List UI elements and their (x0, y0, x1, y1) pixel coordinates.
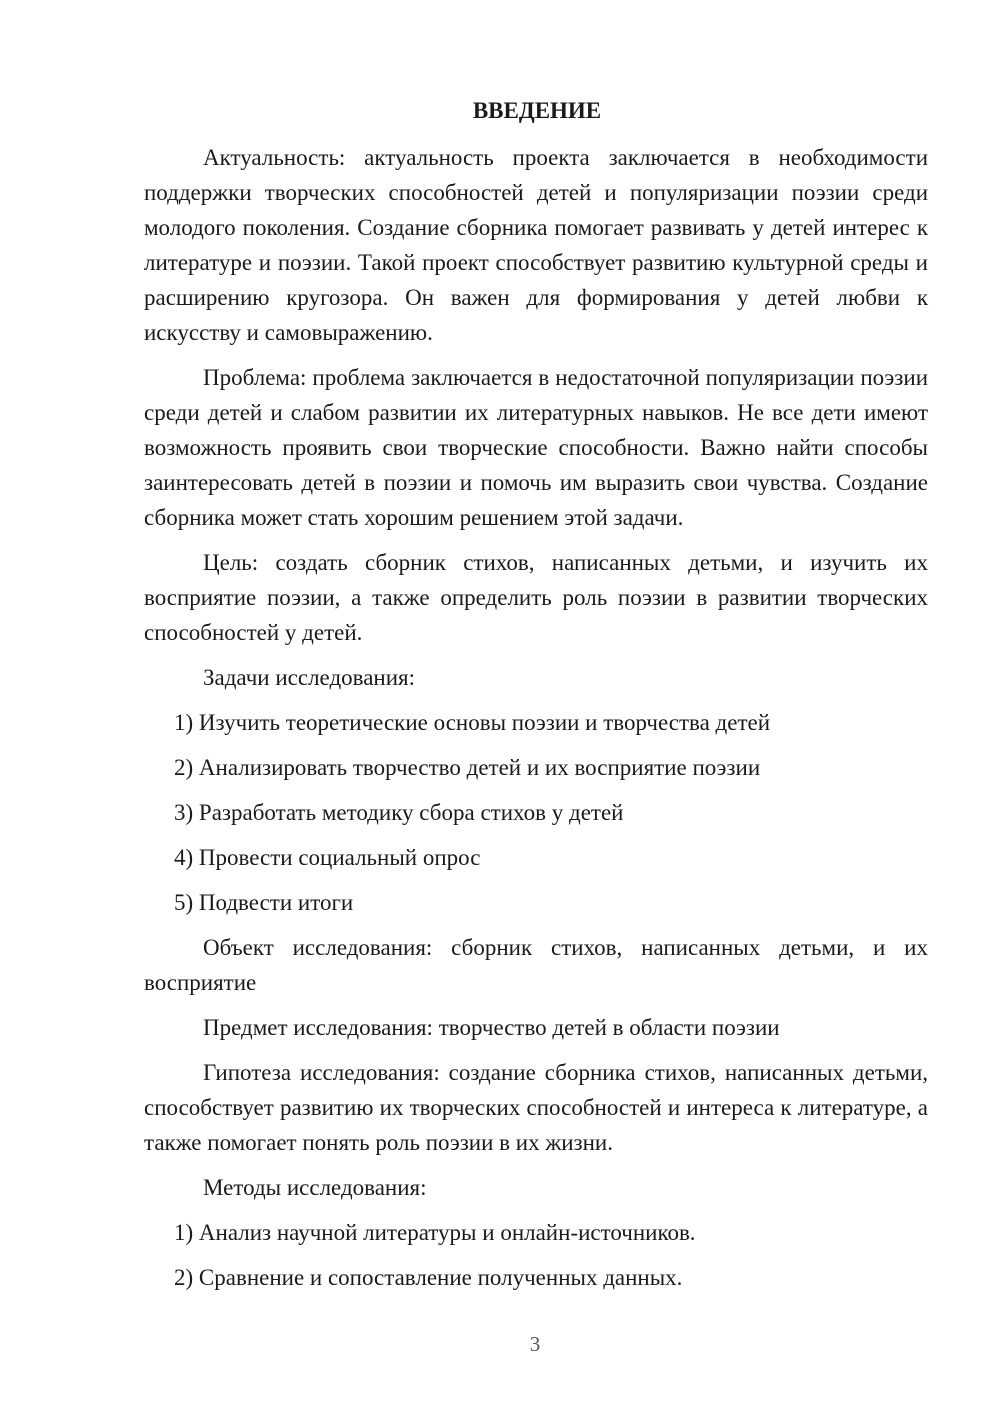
relevance-paragraph: Актуальность: актуальность проекта заключается в необходимости поддержки творческих способностей детей и популяризации поэзии среди молодого поколения. Создание сборника помогает развивать у детей интерес к литературе и поэзии. Такой проект способствует развитию культурной среды и расширению кругозора. Он важен для формирования у детей любви к искусству и самовыражению. (144, 145, 928, 345)
document-body (144, 93, 928, 1305)
method-item: 1) Анализ научной литературы и онлайн-источников. (174, 1220, 696, 1245)
object-paragraph: Объект исследования: сборник стихов, написанных детьми, и их восприятие (144, 935, 928, 995)
task-item: 5) Подвести итоги (174, 890, 354, 915)
task-item: 3) Разработать методику сбора стихов у детей (174, 800, 624, 825)
tasks-heading: Задачи исследования: (203, 665, 416, 690)
goal-paragraph: Цель: создать сборник стихов, написанных детьми, и изучить их восприятие поэзии, а также определить роль поэзии в развитии творческих способностей у детей. (144, 550, 928, 645)
task-item: 2) Анализировать творчество детей и их восприятие поэзии (174, 755, 761, 780)
task-item: 4) Провести социальный опрос (174, 845, 481, 870)
page-number: 3 (529, 1332, 541, 1356)
hypothesis-paragraph: Гипотеза исследования: создание сборника стихов, написанных детьми, способствует развитию их творческих способностей и интереса к литературе, а также помогает понять роль поэзии в их жизни. (144, 1060, 928, 1155)
method-item: 2) Сравнение и сопоставление полученных данных. (174, 1265, 683, 1290)
subject-paragraph: Предмет исследования: творчество детей в области поэзии (203, 1015, 780, 1040)
tasks-list (144, 705, 928, 920)
methods-list (144, 1215, 928, 1295)
task-item: 1) Изучить теоретические основы поэзии и творчества детей (174, 710, 771, 735)
problem-paragraph: Проблема: проблема заключается в недостаточной популяризации поэзии среди детей и слабом развитии их литературных навыков. Не все дети имеют возможность проявить свои творческие способности. Важно найти способы заинтересовать детей в поэзии и помочь им выразить свои чувства. Создание сборника может стать хорошим решением этой задачи. (144, 365, 928, 530)
section-title: ВВЕДЕНИЕ (472, 98, 602, 123)
methods-heading: Методы исследования: (203, 1175, 427, 1200)
